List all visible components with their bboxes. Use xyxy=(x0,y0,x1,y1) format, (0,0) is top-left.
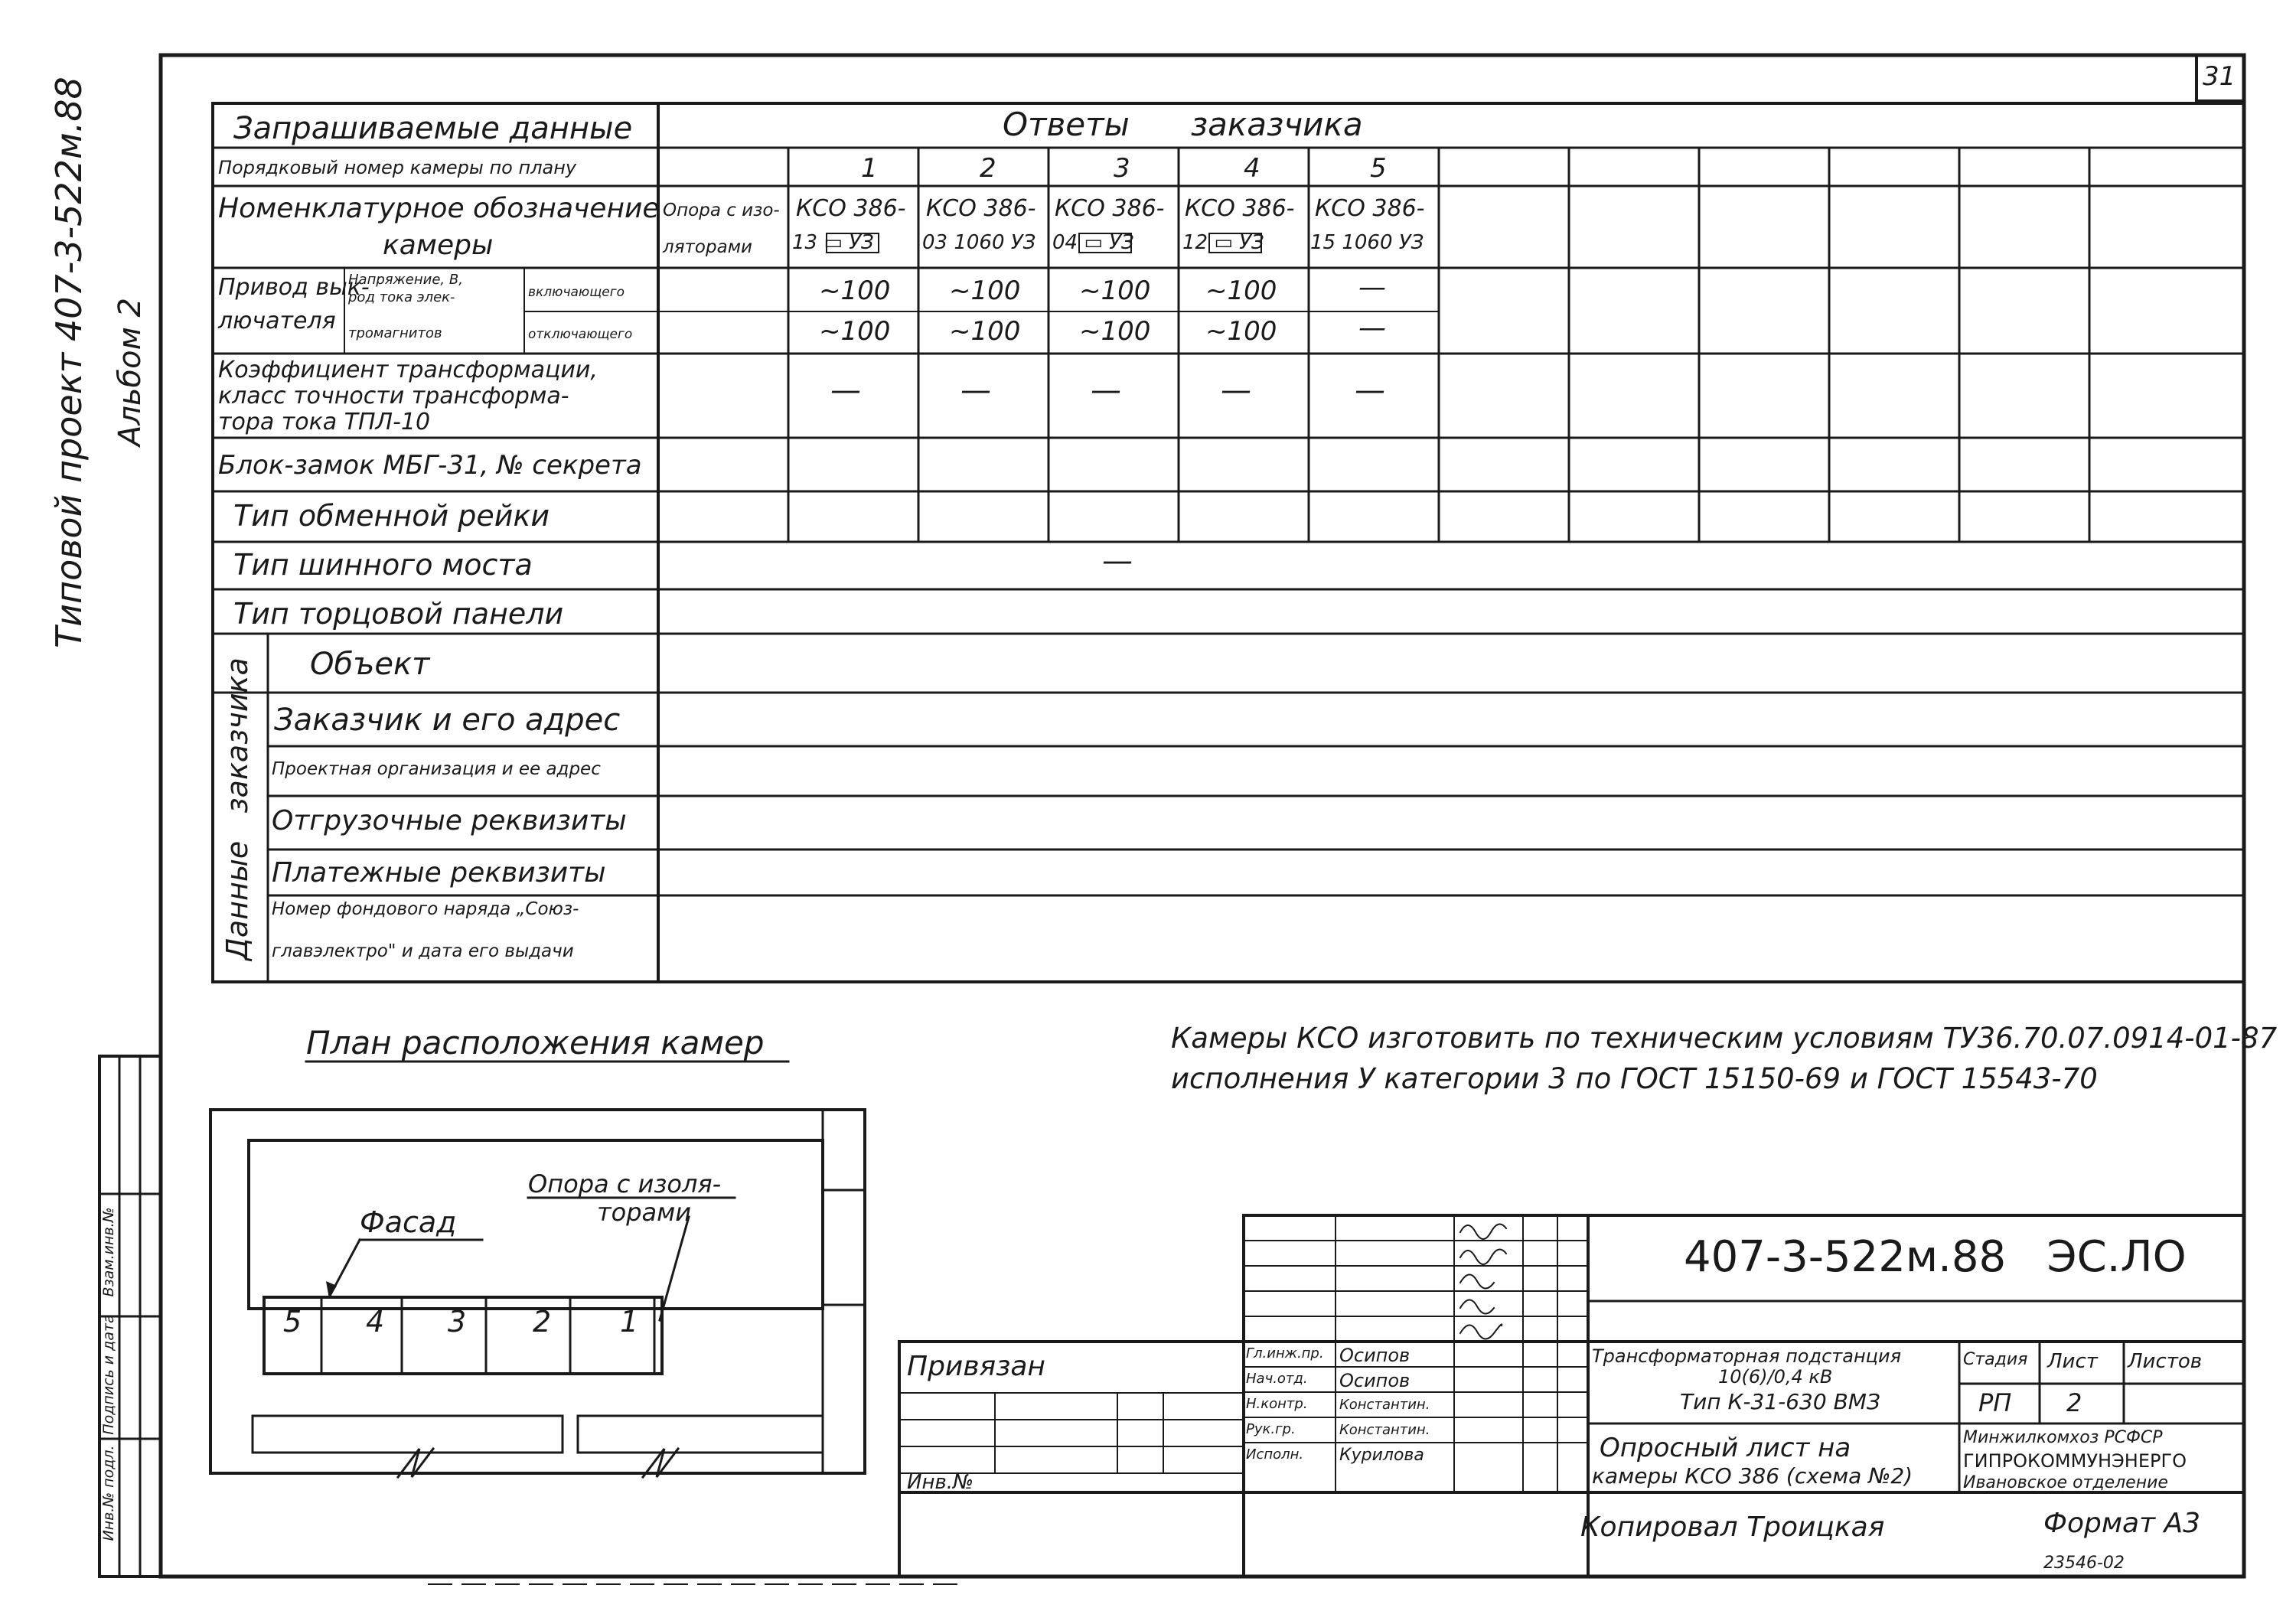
stamp-name-2: Осипов xyxy=(1339,1370,1411,1391)
plan-cell-1: 1 xyxy=(620,1305,639,1339)
stamp-desc-1: Трансформаторная подстанция xyxy=(1592,1345,1902,1367)
side-title-project: Типовой проект 407-3-522м.88 xyxy=(48,77,90,648)
row-label-nomen: Номенклатурное обозначение xyxy=(218,193,660,224)
row-label-customer: Заказчик и его адрес xyxy=(274,703,621,738)
drive-sub-1: Напряжение, В, xyxy=(348,272,463,288)
stamp-inv: Инв.№ xyxy=(907,1471,974,1494)
side-title-album: Альбом 2 xyxy=(113,298,148,446)
col-1-code-1: КСО 386- xyxy=(796,195,906,222)
col-3-code-2: 04 ▭ УЗ xyxy=(1052,231,1134,254)
plan-cell-2: 2 xyxy=(533,1305,552,1339)
col-2-off: ~100 xyxy=(949,316,1021,347)
col-5-coef: — xyxy=(1355,373,1385,408)
stamp-org-2: ГИПРОКОММУНЭНЕРГО xyxy=(1963,1450,2187,1472)
stamp-name-3: Константин. xyxy=(1339,1397,1430,1413)
support-label-2: ляторами xyxy=(663,237,752,257)
col-1-off: ~100 xyxy=(819,316,891,347)
footer-copied-by: Копировал Троицкая xyxy=(1580,1511,1885,1543)
col-1-on: ~100 xyxy=(819,276,891,306)
customer-data-vertical: Данные заказчика xyxy=(220,657,254,960)
col-4-code-1: КСО 386- xyxy=(1185,195,1295,222)
col-2-coef: — xyxy=(960,373,991,408)
stamp-role-5: Исполн. xyxy=(1246,1446,1304,1463)
stamp-role-1: Гл.инж.пр. xyxy=(1246,1345,1324,1361)
col-3-off: ~100 xyxy=(1079,316,1151,347)
stamp-role-4: Рук.гр. xyxy=(1246,1421,1296,1437)
col-4-off: ~100 xyxy=(1205,316,1277,347)
col-3-code-1: КСО 386- xyxy=(1055,195,1165,222)
row-label-coef-2: класс точности трансформа- xyxy=(218,383,569,409)
side-col-inv: Инв.№ подл. xyxy=(100,1445,117,1541)
page-number: 31 xyxy=(2203,61,2236,92)
row-label-drive: Привод вык- xyxy=(218,274,370,301)
col-2-code-2: 03 1060 УЗ xyxy=(922,231,1036,254)
row-label-fund-1: Номер фондового наряда „Союз- xyxy=(272,899,579,919)
stamp-stage-label: Стадия xyxy=(1963,1350,2028,1369)
note-line-2: исполнения У категории 3 по ГОСТ 15150-69 и ГОСТ 15543-70 xyxy=(1171,1062,2098,1095)
col-4-coef: — xyxy=(1221,373,1251,408)
stamp-org-1: Минжилкомхоз РСФСР xyxy=(1963,1428,2163,1447)
stamp-org-3: Ивановское отделение xyxy=(1963,1473,2168,1492)
stamp-role-3: Н.контр. xyxy=(1246,1396,1308,1412)
header-requested-data: Запрашиваемые данные xyxy=(233,111,633,146)
footer-format: Формат А3 xyxy=(2043,1508,2201,1539)
row-label-bridge: Тип шинного моста xyxy=(233,548,533,582)
col-3-coef: — xyxy=(1091,373,1121,408)
col-1-coef: — xyxy=(830,373,861,408)
stamp-title-2: камеры КСО 386 (схема №2) xyxy=(1592,1463,1913,1489)
stamp-title-1: Опросный лист на xyxy=(1600,1433,1851,1463)
row-label-order: Порядковый номер камеры по плану xyxy=(218,157,577,178)
header-customer-answers: Ответы заказчика xyxy=(1003,106,1363,143)
plan-support-label-2: торами xyxy=(597,1198,692,1227)
row-label-nomen-2: камеры xyxy=(383,230,494,261)
drive-sub-3: тромагнитов xyxy=(348,325,442,341)
row-label-coef-3: тора тока ТПЛ-10 xyxy=(218,409,431,435)
plan-support-label-1: Опора с изоля- xyxy=(528,1169,722,1198)
col-5-number: 5 xyxy=(1370,153,1387,184)
stamp-name-1: Осипов xyxy=(1339,1345,1411,1366)
row-label-drive-2: лючателя xyxy=(218,308,336,334)
stamp-sheets-label: Листов xyxy=(2128,1350,2203,1373)
stamp-desc-3: Тип К-31-630 ВМЗ xyxy=(1680,1389,1880,1414)
col-2-number: 2 xyxy=(980,153,996,184)
row-label-object: Объект xyxy=(310,647,430,682)
row-label-payment: Платежные реквизиты xyxy=(272,857,606,889)
stamp-sheet-value: 2 xyxy=(2066,1388,2082,1417)
drive-sub-2: род тока элек- xyxy=(348,289,455,305)
plan-cell-5: 5 xyxy=(283,1305,302,1339)
stamp-role-2: Нач.отд. xyxy=(1246,1371,1308,1387)
col-3-number: 3 xyxy=(1114,153,1130,184)
stamp-name-4: Константин. xyxy=(1339,1422,1430,1438)
bridge-value: — xyxy=(1102,543,1133,579)
plan-facade-label: Фасад xyxy=(360,1205,457,1239)
stamp-desc-2: 10(6)/0,4 кВ xyxy=(1718,1366,1833,1388)
stamp-name-5: Курилова xyxy=(1339,1446,1424,1465)
side-col-replace: Взам.инв.№ xyxy=(100,1207,117,1297)
plan-cell-4: 4 xyxy=(366,1305,385,1339)
row-label-panel: Тип торцовой панели xyxy=(233,597,564,631)
stamp-stage-value: РП xyxy=(1978,1388,2012,1417)
col-4-on: ~100 xyxy=(1205,276,1277,306)
row-label-lock: Блок-замок МБГ-31, № секрета xyxy=(218,450,642,481)
col-5-on: — xyxy=(1358,272,1386,303)
row-label-coef-1: Коэффициент трансформации, xyxy=(218,357,598,383)
drive-on-label: включающего xyxy=(528,285,625,300)
stamp-privyazan: Привязан xyxy=(907,1351,1045,1382)
stamp-document-code: 407-3-522м.88 ЭС.ЛО xyxy=(1684,1232,2187,1282)
col-2-on: ~100 xyxy=(949,276,1021,306)
plan-cell-3: 3 xyxy=(448,1305,467,1339)
plan-title: План расположения камер xyxy=(306,1024,765,1061)
side-col-signature: Подпись и дата xyxy=(100,1314,117,1435)
col-1-number: 1 xyxy=(861,153,878,184)
stamp-sheet-label: Лист xyxy=(2047,1350,2098,1373)
col-2-code-1: КСО 386- xyxy=(926,195,1036,222)
col-4-code-2: 12 ▭ УЗ xyxy=(1182,231,1264,254)
footer-archive-number: 23546-02 xyxy=(2043,1554,2125,1573)
col-3-on: ~100 xyxy=(1079,276,1151,306)
row-label-project-org: Проектная организация и ее адрес xyxy=(272,759,601,779)
col-4-number: 4 xyxy=(1244,153,1261,184)
drive-off-label: отключающего xyxy=(528,327,633,342)
col-5-code-1: КСО 386- xyxy=(1315,195,1425,222)
support-label-1: Опора с изо- xyxy=(663,201,780,220)
col-1-code-2: 13 ▭ УЗ xyxy=(792,231,874,254)
col-5-off: — xyxy=(1358,312,1386,344)
row-label-shipping: Отгрузочные реквизиты xyxy=(272,805,627,836)
note-line-1: Камеры КСО изготовить по техническим условиям ТУ36.70.07.0914-01-87 xyxy=(1171,1022,2278,1055)
row-label-rail: Тип обменной рейки xyxy=(233,499,550,533)
row-label-fund-2: главэлектро" и дата его выдачи xyxy=(272,941,574,961)
col-5-code-2: 15 1060 УЗ xyxy=(1310,231,1424,254)
